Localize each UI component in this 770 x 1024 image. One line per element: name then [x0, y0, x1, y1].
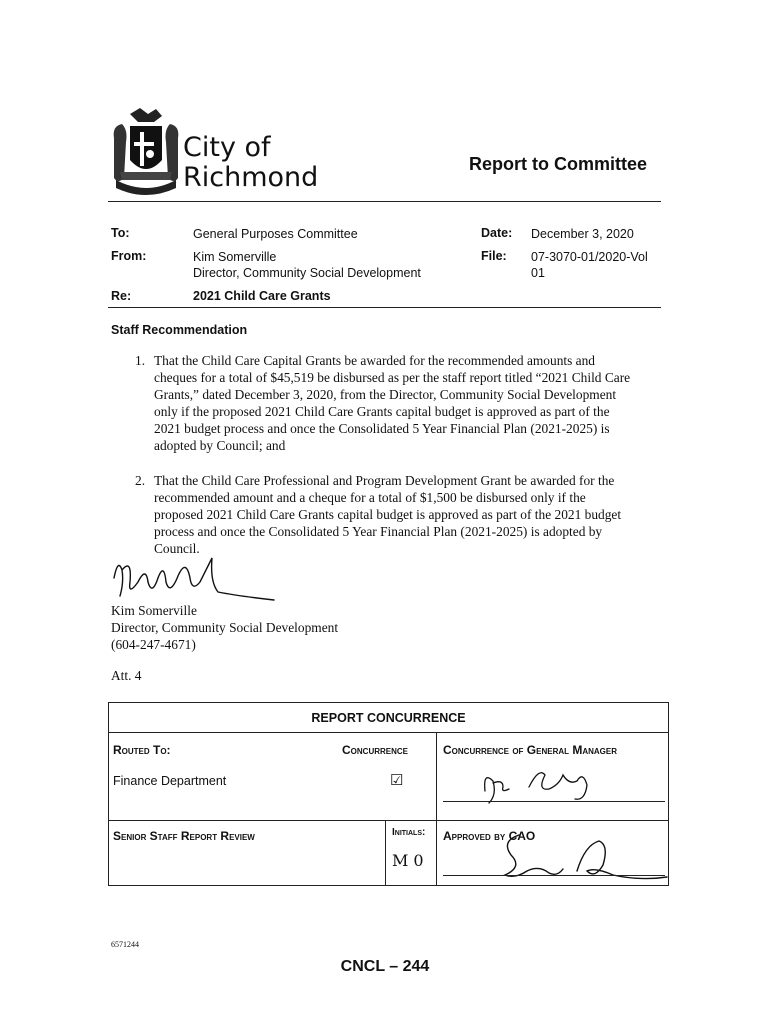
column-divider	[436, 732, 437, 820]
item-2-line: Council.	[154, 541, 200, 556]
page-reference: CNCL – 244	[340, 958, 430, 975]
from-title: Director, Community Social Development	[193, 266, 421, 280]
recommendation-item-1	[154, 352, 664, 454]
signature-title: Director, Community Social Development	[111, 620, 339, 635]
concurrence-table	[108, 702, 669, 886]
initials-column-divider-left	[385, 820, 386, 885]
handwritten-signature	[108, 552, 278, 602]
re-label: Re:	[111, 289, 132, 303]
gm-signature	[479, 761, 599, 805]
city-logo	[110, 108, 182, 198]
date-label: Date:	[481, 226, 513, 240]
row-divider	[109, 820, 668, 821]
recommendation-item-2	[154, 472, 664, 557]
title-divider	[109, 732, 668, 733]
signature-name: Kim Somerville	[111, 603, 197, 618]
item-2-line: proposed 2021 Child Care Grants capital budget is approved as part of the 2021 budget	[154, 507, 622, 522]
cao-signature-line	[443, 875, 665, 876]
to-label: To:	[111, 226, 130, 240]
file-value-line1: 07-3070-01/2020-Vol	[531, 250, 648, 264]
re-value: 2021 Child Care Grants	[193, 289, 331, 303]
concurrence-checkbox: ☑	[390, 772, 404, 789]
item-2-line: That the Child Care Professional and Program Development Grant be awarded for the	[154, 473, 615, 488]
signature-phone: (604-247-4671)	[111, 637, 196, 652]
attachments-note: Att. 4	[111, 668, 142, 683]
recommendation-heading: Staff Recommendation	[111, 323, 248, 337]
gm-concurrence-header: Concurrence of General Manager	[443, 743, 618, 757]
concurrence-table-title: REPORT CONCURRENCE	[311, 711, 466, 725]
from-name: Kim Somerville	[193, 250, 277, 264]
coat-of-arms-icon	[110, 108, 182, 198]
item-1-line: 2021 budget process and once the Consolidated 5 Year Financial Plan (2021-2025) is	[154, 421, 610, 436]
initials-value: M0	[392, 851, 429, 870]
item-1-line: adopted by Council; and	[154, 438, 286, 453]
approved-by-cao-label: Approved by CAO	[443, 829, 536, 843]
item-1-line: Grants,” dated December 3, 2020, from the Director, Community Social Development	[154, 387, 617, 402]
report-type-title: Report to Committee	[469, 154, 648, 174]
cao-signature	[491, 827, 669, 885]
item-1-line: only if the proposed 2021 Child Care Grants capital budget is approved as part of the	[154, 404, 610, 419]
item-2-line: recommended amount and a cheque for a total of $1,500 be disbursed only if the	[154, 490, 586, 505]
item-2-line: process and once the Consolidated 5 Year Financial Plan (2021-2025) is adopted by	[154, 524, 603, 539]
file-label: File:	[481, 249, 507, 263]
gm-signature-line	[443, 801, 665, 802]
date-value: December 3, 2020	[531, 227, 634, 241]
file-value-line2: 01	[531, 266, 545, 280]
logo-text-line2: Richmond	[183, 162, 319, 193]
logo-text-line1: City of	[183, 132, 271, 163]
department-cell: Finance Department	[113, 774, 227, 788]
recommendation-item-2-number: 2.	[135, 473, 146, 488]
concurrence-header: Concurrence	[342, 743, 409, 757]
item-1-line: cheques for a total of $45,519 be disbursed as per the staff report titled “2021 Child Care	[154, 370, 631, 385]
initials-column-divider-right	[436, 820, 437, 885]
item-1-line: That the Child Care Capital Grants be awarded for the recommended amounts and	[154, 353, 596, 368]
from-label: From:	[111, 249, 147, 263]
meta-rule	[108, 307, 661, 308]
senior-review-label: Senior Staff Report Review	[113, 829, 255, 843]
to-value: General Purposes Committee	[193, 227, 358, 241]
initials-label: Initials:	[392, 827, 426, 838]
recommendation-item-1-number: 1.	[135, 353, 146, 368]
routed-to-header: Routed To:	[113, 743, 171, 757]
document-number: 6571244	[111, 940, 139, 949]
header-rule	[108, 201, 661, 202]
